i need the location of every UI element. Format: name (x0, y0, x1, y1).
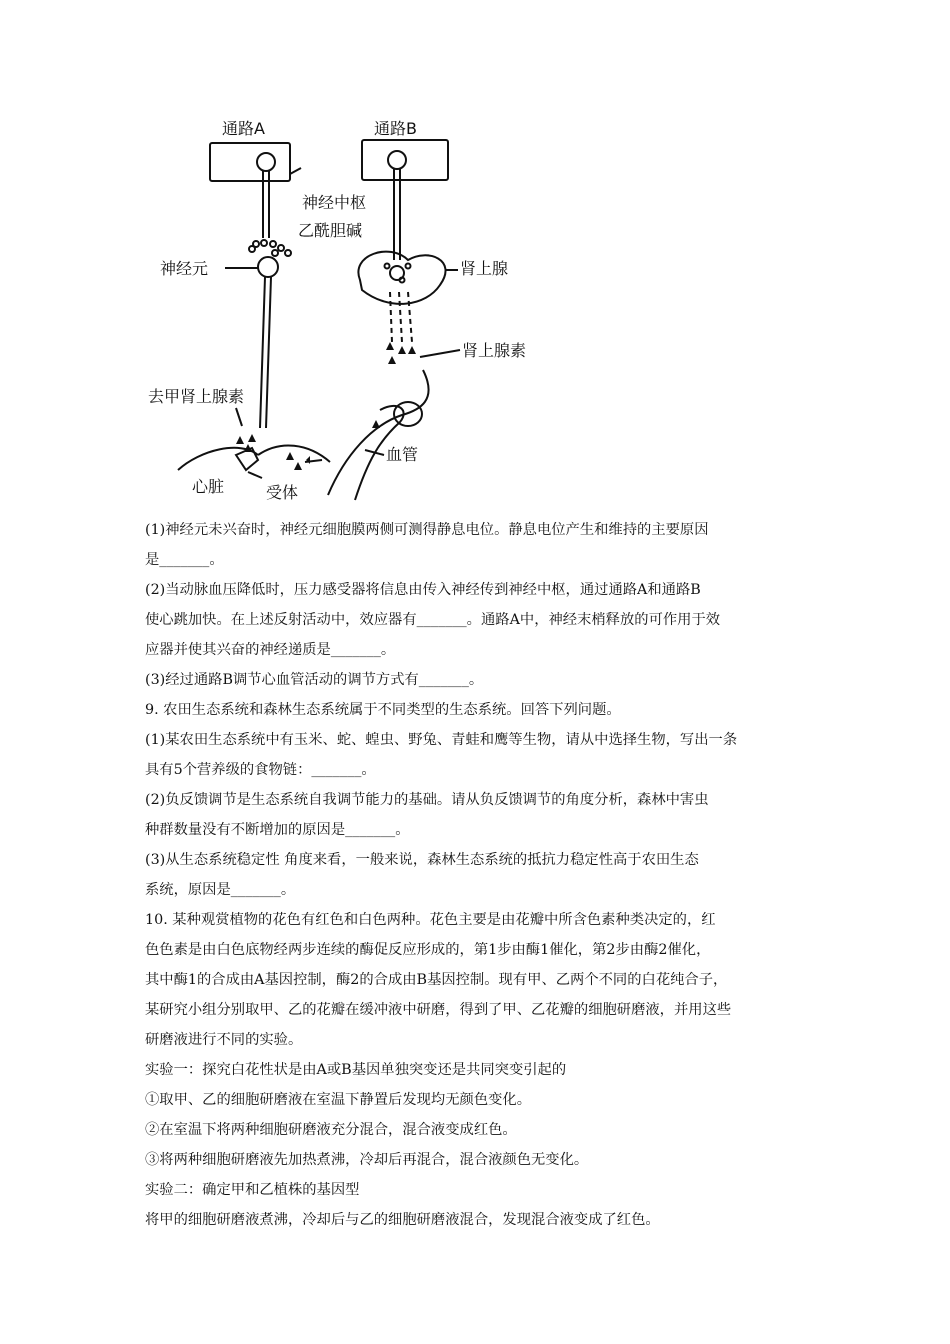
text-line: 系统，原因是_______。 (145, 882, 296, 898)
label-heart: 心脏 (192, 477, 225, 496)
text-line: 其中酶1的合成由A基因控制，酶2的合成由B基因控制。现有甲、乙两个不同的白花纯合子， (145, 972, 728, 988)
path-a-box (210, 143, 290, 181)
text-line: ②在室温下将两种细胞研磨液充分混合，混合液变成红色。 (145, 1122, 517, 1138)
label-path-b: 通路B (374, 119, 417, 138)
text-line: (3)从生态系统稳定性 角度来看，一般来说，森林生态系统的抵抗力稳定性高于农田生态 (145, 852, 699, 868)
label-neuron: 神经元 (160, 259, 209, 278)
text-line: 实验一：探究白花性状是由A或B基因单独突变还是共同突变引起的 (145, 1062, 567, 1078)
path-b-center-neuron-body (388, 151, 406, 169)
text-line: (2)当动脉血压降低时，压力感受器将信息由传入神经传到神经中枢，通过通路A和通路B (145, 582, 701, 598)
text-line: ①取甲、乙的细胞研磨液在室温下静置后发现均无颜色变化。 (145, 1092, 532, 1108)
text-line: 应器并使其兴奋的神经递质是_______。 (145, 642, 396, 658)
epinephrine-pointer (420, 350, 460, 357)
text-line: 实验二：确定甲和乙植株的基因型 (145, 1182, 360, 1198)
text-line: 9. 农田生态系统和森林生态系统属于不同类型的生态系统。回答下列问题。 (145, 702, 621, 718)
text-line: 种群数量没有不断增加的原因是_______。 (145, 822, 410, 838)
text-line: ③将两种细胞研磨液先加热煮沸，冷却后再混合，混合液颜色无变化。 (145, 1152, 589, 1168)
text-line: 10. 某种观赏植物的花色有红色和白色两种。花色主要是由花瓣中所含色素种类决定的，红 (145, 912, 716, 928)
label-acetylcholine: 乙酰胆碱 (298, 221, 363, 240)
label-norepinephrine: 去甲肾上腺素 (148, 387, 245, 406)
path-a-lower-axon (260, 277, 271, 428)
question-text (145, 515, 815, 1235)
path-a-neuron-body (258, 257, 278, 277)
neural-humoral-regulation-diagram (140, 110, 560, 510)
text-line: 色色素是由白色底物经两步连续的酶促反应形成的，第1步由酶1催化，第2步由酶2催化， (145, 942, 711, 958)
text-line: 将甲的细胞研磨液煮沸，冷却后与乙的细胞研磨液混合，发现混合液变成了红色。 (145, 1212, 660, 1228)
path-b-axon (394, 169, 400, 260)
label-nerve-center: 神经中枢 (302, 193, 367, 212)
path-a-center-neuron-body (257, 153, 275, 171)
label-blood-vessel: 血管 (386, 445, 419, 464)
text-line: 是_______。 (145, 552, 224, 568)
text-line: 使心跳加快。在上述反射活动中，效应器有_______。通路A中，神经末梢释放的可作用于效 (145, 612, 721, 628)
text-line: 研磨液进行不同的实验。 (145, 1032, 303, 1048)
text-line: (2)负反馈调节是生态系统自我调节能力的基础。请从负反馈调节的角度分析，森林中害虫 (145, 792, 709, 808)
secretion-arrows (390, 292, 412, 342)
text-line: (1)某农田生态系统中有玉米、蛇、蝗虫、野兔、青蛙和鹰等生物，请从中选择生物，写出一条 (145, 732, 738, 748)
text-line: 具有5个营养级的食物链：_______。 (145, 762, 376, 778)
label-adrenal-gland: 肾上腺 (460, 259, 509, 278)
text-line: 某研究小组分别取甲、乙的花瓣在缓冲液中研磨，得到了甲、乙花瓣的细胞研磨液，并用这些 (145, 1002, 732, 1018)
diagram-svg (140, 110, 560, 510)
label-epinephrine: 肾上腺素 (462, 341, 527, 360)
text-line: (3)经过通路B调节心血管活动的调节方式有_______。 (145, 672, 484, 688)
label-receptor: 受体 (266, 483, 299, 502)
text-line: (1)神经元未兴奋时，神经元细胞膜两侧可测得静息电位。静息电位产生和维持的主要原因 (145, 522, 709, 538)
blood-vessel-outer (328, 370, 429, 495)
label-path-a: 通路A (222, 119, 265, 138)
